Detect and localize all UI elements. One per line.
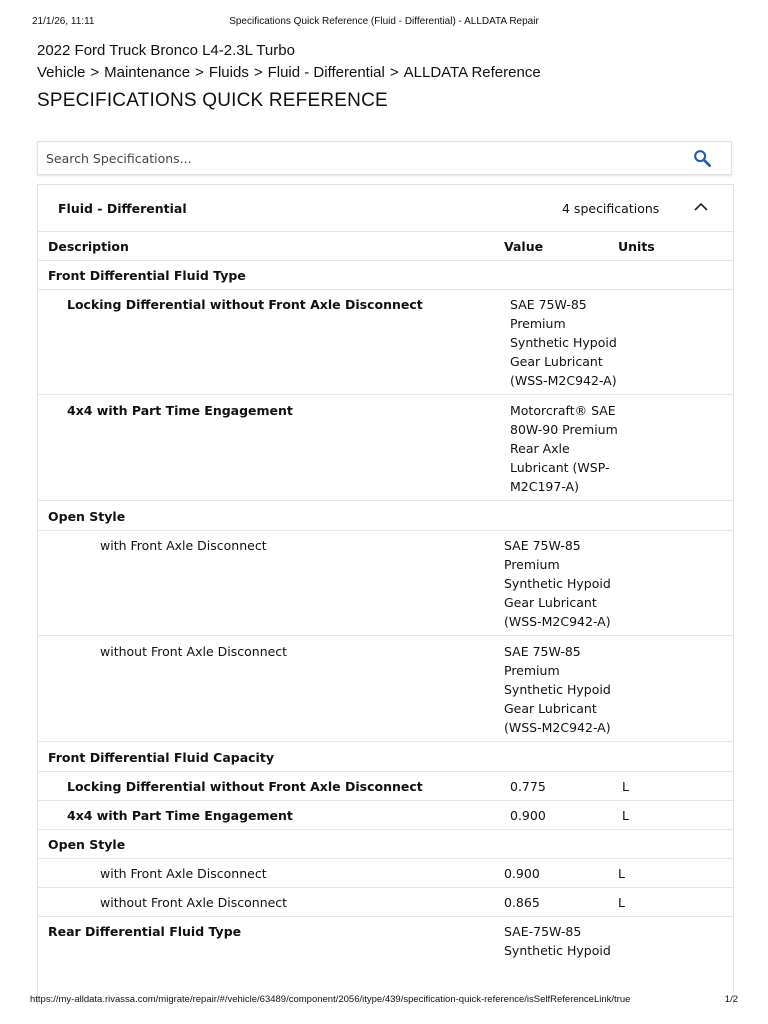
- row-description: 4x4 with Part Time Engagement: [67, 808, 293, 823]
- breadcrumb-item-alldata-reference[interactable]: ALLDATA Reference: [403, 64, 541, 81]
- row-description: Front Differential Fluid Capacity: [48, 750, 274, 765]
- row-description: Locking Differential without Front Axle Disconnect: [67, 297, 423, 312]
- table-row: [38, 636, 733, 742]
- row-description: Locking Differential without Front Axle Disconnect: [67, 779, 423, 794]
- row-description: Rear Differential Fluid Type: [48, 924, 242, 939]
- column-header-units: Units: [618, 239, 655, 254]
- spec-section-header[interactable]: [38, 185, 733, 232]
- table-row: [38, 260, 733, 290]
- print-header: [0, 16, 768, 32]
- table-row: [38, 800, 733, 830]
- breadcrumb-separator: >: [195, 64, 204, 81]
- search-box: [37, 141, 732, 175]
- chevron-up-icon[interactable]: [693, 200, 709, 214]
- breadcrumb-item-fluid-differential[interactable]: Fluid - Differential: [267, 64, 385, 81]
- spec-count: 4 specifications: [562, 201, 660, 216]
- row-description: Open Style: [48, 837, 126, 852]
- row-units: L: [618, 866, 625, 881]
- row-units: L: [618, 895, 625, 910]
- breadcrumb-separator: >: [90, 64, 100, 81]
- row-description: without Front Axle Disconnect: [100, 644, 288, 659]
- breadcrumb-separator: >: [253, 64, 263, 81]
- search-input[interactable]: [46, 148, 646, 168]
- row-description: without Front Axle Disconnect: [100, 895, 288, 910]
- row-value: SAE 75W-85 Premium Synthetic Hypoid Gear Lubricant (WSS-M2C942-A): [504, 644, 611, 735]
- print-url: https://my-alldata.rivassa.com/migrate/repair/#/vehicle/63489/component/2056/itype/439/specification-quick-reference/isSelfReferenceLink/true: [30, 994, 631, 1005]
- breadcrumb-item-vehicle[interactable]: Vehicle: [37, 64, 86, 81]
- table-row: [38, 771, 733, 801]
- row-description: Front Differential Fluid Type: [48, 268, 246, 283]
- print-footer: [0, 994, 768, 1008]
- row-value: Motorcraft® SAE 80W-90 Premium Rear Axle Lubricant (WSP-M2C197-A): [510, 403, 618, 494]
- row-value: 0.900: [504, 866, 540, 881]
- table-row: [38, 916, 733, 1005]
- row-value: 0.900: [510, 808, 546, 823]
- row-description: Open Style: [48, 509, 126, 524]
- row-description: 4x4 with Part Time Engagement: [67, 403, 293, 418]
- row-value: SAE 75W-85 Premium Synthetic Hypoid Gear Lubricant (WSS-M2C942-A): [504, 538, 611, 629]
- breadcrumb-separator: >: [389, 64, 399, 81]
- row-value: SAE-75W-85 Synthetic Hypoid: [504, 924, 611, 958]
- row-value: 0.865: [504, 895, 540, 910]
- column-header-value: Value: [504, 239, 544, 254]
- vehicle-name: 2022 Ford Truck Bronco L4-2.3L Turbo: [37, 42, 295, 59]
- row-description: with Front Axle Disconnect: [100, 538, 267, 553]
- print-page-number: 1/2: [724, 994, 738, 1005]
- breadcrumb: [37, 64, 541, 81]
- search-icon[interactable]: [693, 149, 712, 168]
- spec-section-card: [37, 184, 734, 1005]
- row-description: with Front Axle Disconnect: [100, 866, 267, 881]
- row-units: L: [622, 808, 629, 823]
- table-row: [38, 395, 733, 501]
- table-row: [38, 742, 733, 772]
- breadcrumb-item-maintenance[interactable]: Maintenance: [104, 64, 191, 81]
- table-row: [38, 289, 733, 395]
- table-header-row: [38, 231, 733, 261]
- print-page-title: Specifications Quick Reference (Fluid - Differential) - ALLDATA Repair: [229, 16, 539, 27]
- print-date: 21/1/26, 11:11: [32, 16, 95, 27]
- page-title: SPECIFICATIONS QUICK REFERENCE: [37, 90, 388, 111]
- table-row: [38, 501, 733, 531]
- row-value: 0.775: [510, 779, 546, 794]
- column-header-description: Description: [48, 239, 129, 254]
- table-row: [38, 829, 733, 859]
- table-row: [38, 858, 733, 888]
- table-row: [38, 887, 733, 917]
- section-title: Fluid - Differential: [58, 201, 187, 216]
- row-units: L: [622, 779, 629, 794]
- breadcrumb-item-fluids[interactable]: Fluids: [208, 64, 249, 81]
- row-value: SAE 75W-85 Premium Synthetic Hypoid Gear Lubricant (WSS-M2C942-A): [510, 297, 617, 388]
- table-row: [38, 530, 733, 636]
